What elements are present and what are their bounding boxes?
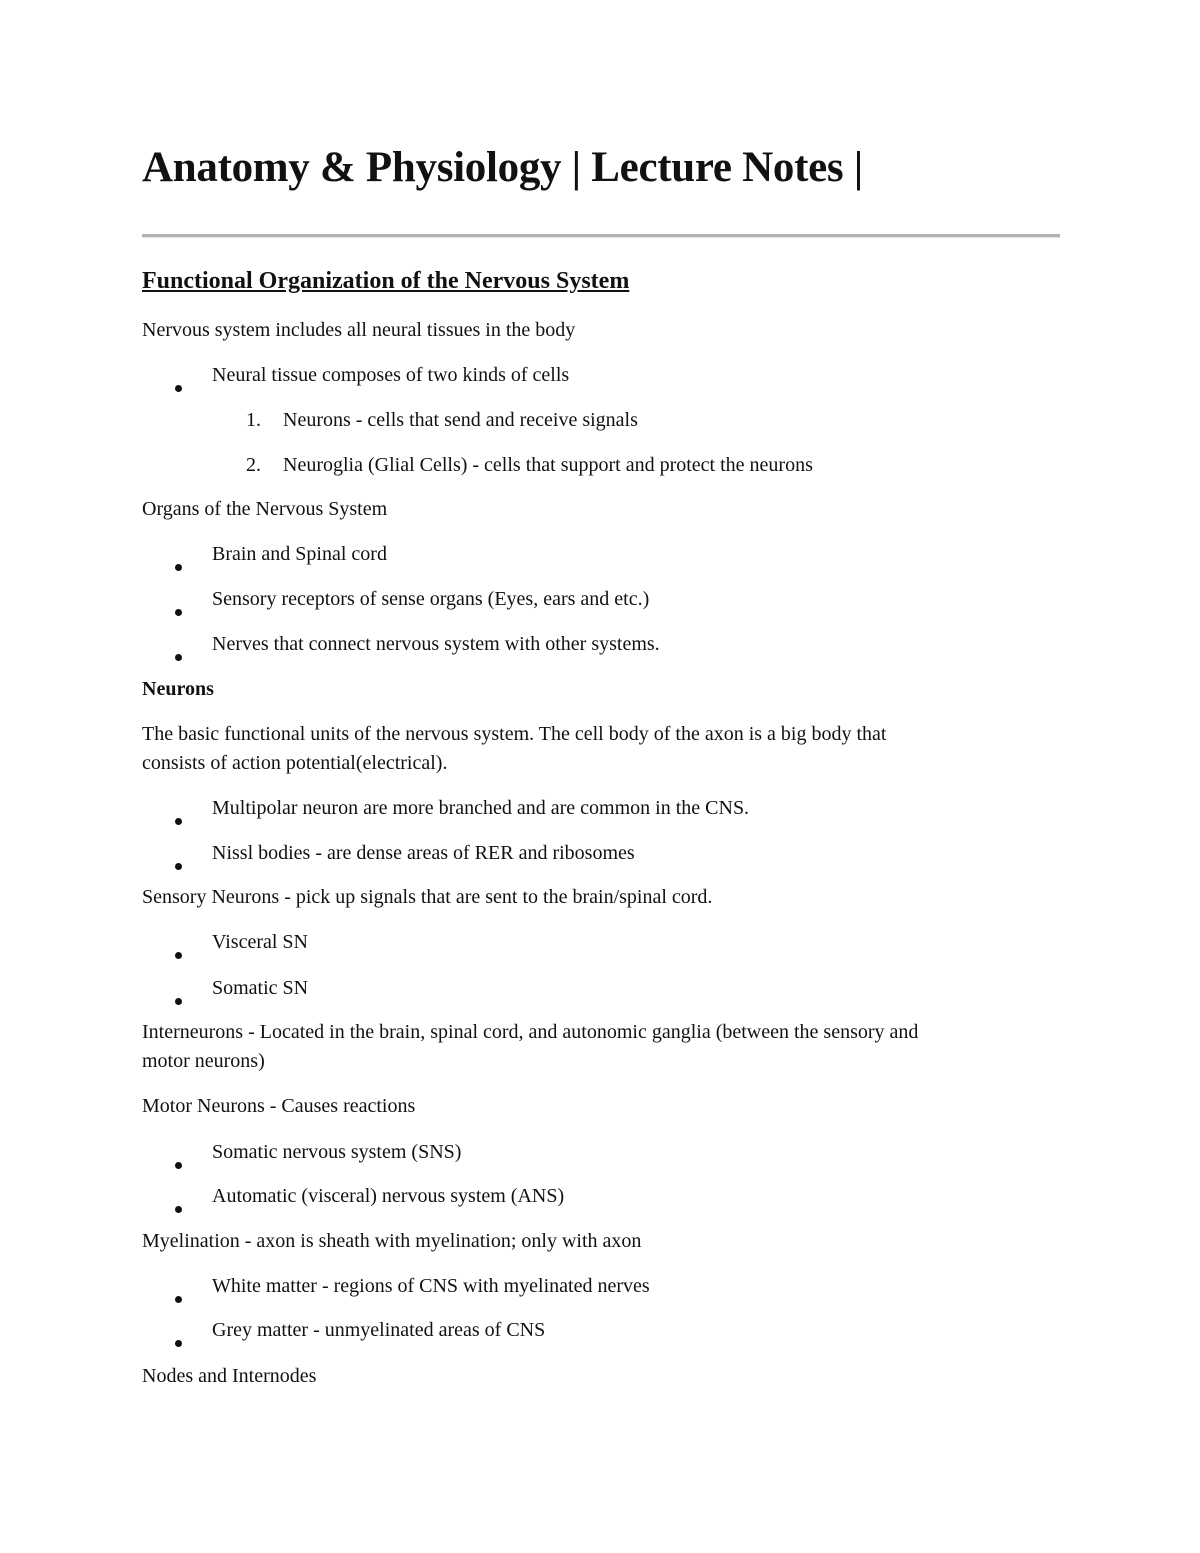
bullet-icon	[175, 850, 182, 879]
paragraph-nodes: Nodes and Internodes	[142, 1365, 317, 1387]
paragraph-interneurons-line-2: motor neurons)	[142, 1050, 265, 1072]
bullet-icon	[175, 1327, 182, 1356]
section-heading: Functional Organization of the Nervous System	[142, 268, 630, 294]
bullet-icon	[175, 939, 182, 968]
subheading-neurons: Neurons	[142, 678, 214, 700]
paragraph-nervous-system: Nervous system includes all neural tissues in the body	[142, 319, 576, 341]
list-item: Neuroglia (Glial Cells) - cells that support and protect the neurons	[283, 454, 813, 476]
list-item: Grey matter - unmyelinated areas of CNS	[212, 1319, 546, 1341]
bullet-icon	[175, 372, 182, 401]
bullet-icon	[175, 596, 182, 625]
bullet-icon	[175, 805, 182, 834]
list-item: Nerves that connect nervous system with other systems.	[212, 633, 660, 655]
list-item: Nissl bodies - are dense areas of RER and ribosomes	[212, 842, 635, 864]
paragraph-neurons-line-2: consists of action potential(electrical).	[142, 752, 448, 774]
bullet-icon	[175, 641, 182, 670]
bullet-icon	[175, 985, 182, 1014]
paragraph-sensory-neurons: Sensory Neurons - pick up signals that are sent to the brain/spinal cord.	[142, 886, 713, 908]
bullet-icon	[175, 1283, 182, 1312]
list-number: 2.	[246, 454, 261, 476]
paragraph-organs: Organs of the Nervous System	[142, 498, 388, 520]
paragraph-interneurons-line-1: Interneurons - Located in the brain, spinal cord, and autonomic ganglia (between the sensory and	[142, 1021, 919, 1043]
paragraph-neurons-line-1: The basic functional units of the nervous system. The cell body of the axon is a big body that	[142, 723, 887, 745]
list-item: Automatic (visceral) nervous system (ANS)	[212, 1185, 565, 1207]
paragraph-myelination: Myelination - axon is sheath with myelination; only with axon	[142, 1230, 642, 1252]
list-item: Neural tissue composes of two kinds of cells	[212, 364, 570, 386]
list-item: Brain and Spinal cord	[212, 543, 387, 565]
bullet-icon	[175, 1149, 182, 1178]
paragraph-motor-neurons: Motor Neurons - Causes reactions	[142, 1095, 416, 1117]
list-item: Somatic nervous system (SNS)	[212, 1141, 462, 1163]
bullet-icon	[175, 1193, 182, 1222]
list-item: Somatic SN	[212, 977, 309, 999]
list-item: White matter - regions of CNS with myelinated nerves	[212, 1275, 650, 1297]
bullet-icon	[175, 551, 182, 580]
list-item: Visceral SN	[212, 931, 308, 953]
list-item: Sensory receptors of sense organs (Eyes, ears and etc.)	[212, 588, 650, 610]
list-item: Multipolar neuron are more branched and are common in the CNS.	[212, 797, 750, 819]
page-title: Anatomy & Physiology | Lecture Notes |	[142, 144, 863, 191]
list-item: Neurons - cells that send and receive signals	[283, 409, 638, 431]
list-number: 1.	[246, 409, 261, 431]
horizontal-divider	[142, 234, 1060, 238]
